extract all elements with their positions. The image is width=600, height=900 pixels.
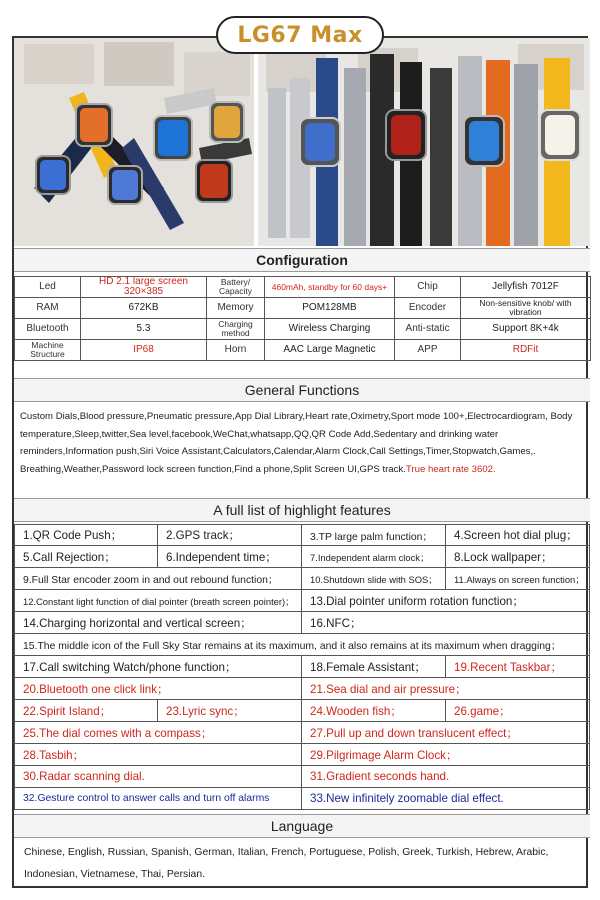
- config-label: Charging method: [207, 319, 265, 340]
- general-functions-text: [20, 408, 586, 478]
- product-photo-right: [258, 38, 590, 246]
- configuration-row: [15, 319, 591, 340]
- feature-row: [14, 678, 590, 700]
- feature-item: 32.Gesture control to answer calls and turn off alarms: [14, 788, 302, 810]
- config-value: IP68: [81, 340, 207, 361]
- config-label: Encoder: [395, 298, 461, 319]
- config-value: POM128MB: [265, 298, 395, 319]
- general-functions-highlight: True heart rate 3602.: [405, 463, 496, 475]
- configuration-row: [15, 298, 591, 319]
- feature-item: 14.Charging horizontal and vertical screen；: [14, 612, 302, 634]
- config-value: Non-sensitive knob/ with vibration: [461, 298, 591, 319]
- feature-item: 4.Screen hot dial plug；: [446, 524, 590, 546]
- spec-sheet-frame: [12, 36, 588, 888]
- watches-lineup-illustration: [258, 38, 590, 246]
- feature-item: 1.QR Code Push；: [14, 524, 158, 546]
- feature-item: 9.Full Star encoder zoom in and out rebound function；: [14, 568, 302, 590]
- config-value: 460mAh, standby for 60 days+: [265, 277, 395, 298]
- config-label: APP: [395, 340, 461, 361]
- feature-row: [14, 722, 590, 744]
- feature-item: 12.Constant light function of dial pointer (breath screen pointer)；: [14, 590, 302, 612]
- feature-row: [14, 634, 590, 656]
- feature-item: 11.Always on screen function；: [446, 568, 590, 590]
- feature-item: 13.Dial pointer uniform rotation function；: [302, 590, 590, 612]
- config-value: AAC Large Magnetic: [265, 340, 395, 361]
- feature-item: 29.Pilgrimage Alarm Clock；: [302, 744, 590, 766]
- config-value: HD 2.1 large screen 320×385: [81, 277, 207, 298]
- config-value: RDFit: [461, 340, 591, 361]
- feature-item: 18.Female Assistant；: [302, 656, 446, 678]
- feature-row: [14, 524, 590, 546]
- feature-item: 8.Lock wallpaper；: [446, 546, 590, 568]
- feature-item: 26.game；: [446, 700, 590, 722]
- product-title-badge: [216, 16, 384, 54]
- feature-item: 33.New infinitely zoomable dial effect.: [302, 788, 590, 810]
- feature-item: 6.Independent time；: [158, 546, 302, 568]
- feature-item: 17.Call switching Watch/phone function；: [14, 656, 302, 678]
- config-label: Battery/ Capacity: [207, 277, 265, 298]
- config-label: Horn: [207, 340, 265, 361]
- feature-row: [14, 766, 590, 788]
- configuration-heading: Configuration: [14, 248, 590, 272]
- language-heading: Language: [14, 814, 590, 838]
- feature-item: 25.The dial comes with a compass；: [14, 722, 302, 744]
- feature-item: 30.Radar scanning dial.: [14, 766, 302, 788]
- feature-item: 16.NFC；: [302, 612, 590, 634]
- highlight-features-heading: A full list of highlight features: [14, 498, 590, 522]
- feature-item: 2.GPS track；: [158, 524, 302, 546]
- feature-item: 3.TP large palm function；: [302, 524, 446, 546]
- feature-item: 15.The middle icon of the Full Sky Star remains at its maximum, and it also remains at its maximum when dragging；: [14, 634, 590, 656]
- config-label: Led: [15, 277, 81, 298]
- feature-row: [14, 612, 590, 634]
- feature-item: 22.Spirit Island；: [14, 700, 158, 722]
- feature-item: 10.Shutdown slide with SOS；: [302, 568, 446, 590]
- config-label: Anti-static: [395, 319, 461, 340]
- config-value: Jellyfish 7012F: [461, 277, 591, 298]
- feature-row: [14, 788, 590, 810]
- feature-item: 31.Gradient seconds hand.: [302, 766, 590, 788]
- feature-row: [14, 546, 590, 568]
- configuration-table: [14, 276, 591, 361]
- general-functions-heading: General Functions: [14, 378, 590, 402]
- config-value: 5.3: [81, 319, 207, 340]
- feature-row: [14, 590, 590, 612]
- feature-item: 23.Lyric sync；: [158, 700, 302, 722]
- feature-row: [14, 700, 590, 722]
- feature-item: 24.Wooden fish；: [302, 700, 446, 722]
- config-label: Machine Structure: [15, 340, 81, 361]
- config-label: Chip: [395, 277, 461, 298]
- feature-item: 5.Call Rejection；: [14, 546, 158, 568]
- watches-photo-illustration: [14, 38, 254, 246]
- configuration-row: [15, 340, 591, 361]
- config-value: 672KB: [81, 298, 207, 319]
- feature-row: [14, 568, 590, 590]
- configuration-row: [15, 277, 591, 298]
- general-functions-list: Custom Dials,Blood pressure,Pneumatic pressure,App Dial Library,Heart rate,Oximetry,Sport mode 100+,Electrocardiogram, Body temperature,Sleep,twitter,Sea level,facebook,WeChat,whatsapp,QQ,QR Code Add,Sedentary and drinking water reminders,Information push,Siri Voice Assistant,Calculators,Calendar,Alarm Clock,Call Settings,Timer,Stopwatch,Games,. Breathing,Weather,Password lock screen function,Find a phone,Split Screen UI,GPS track.: [20, 411, 573, 475]
- product-photo-left: [14, 38, 254, 246]
- feature-item: 19.Recent Taskbar；: [446, 656, 590, 678]
- feature-item: 21.Sea dial and air pressure；: [302, 678, 590, 700]
- product-title: LG67 Max: [237, 22, 363, 48]
- config-label: Bluetooth: [15, 319, 81, 340]
- config-label: Memory: [207, 298, 265, 319]
- feature-item: 27.Pull up and down translucent effect；: [302, 722, 590, 744]
- feature-item: 7.Independent alarm clock；: [302, 546, 446, 568]
- feature-row: [14, 744, 590, 766]
- feature-item: 28.Tasbih；: [14, 744, 302, 766]
- config-label: RAM: [15, 298, 81, 319]
- config-value: Wireless Charging: [265, 319, 395, 340]
- config-value: Support 8K+4k: [461, 319, 591, 340]
- feature-item: 20.Bluetooth one click link；: [14, 678, 302, 700]
- feature-row: [14, 656, 590, 678]
- language-list: Chinese, English, Russian, Spanish, German, Italian, French, Portuguese, Polish, Greek, Turkish, Hebrew, Arabic, Indonesian, Vietnamese, Thai, Persian.: [24, 847, 549, 880]
